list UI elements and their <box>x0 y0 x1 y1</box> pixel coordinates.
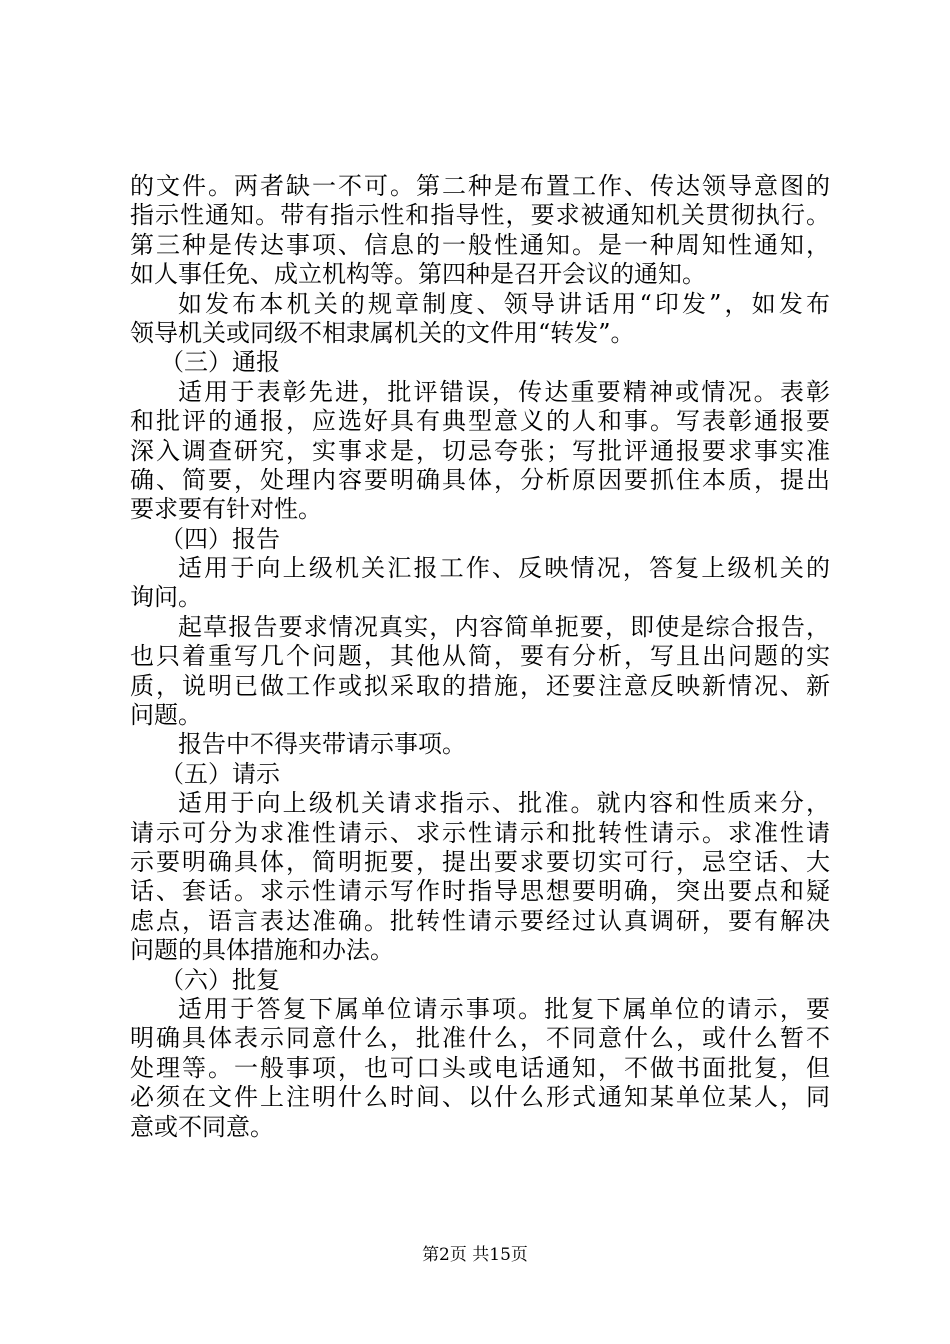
text-line: 问题。 <box>130 701 202 730</box>
document-body <box>130 172 830 1142</box>
text-line: 如发布本机关的规章制度、领导讲话用“印发”，如发布 <box>178 289 830 318</box>
text-line: 指示性通知。带有指示性和指导性，要求被通知机关贯彻执行。 <box>130 201 830 230</box>
text-line: 和批评的通报，应选好具有典型意义的人和事。写表彰通报要 <box>130 407 830 436</box>
text-line: 领导机关或同级不相隶属机关的文件用“转发”。 <box>130 318 635 347</box>
text-line: 适用于表彰先进，批评错误，传达重要精神或情况。表彰 <box>178 377 830 406</box>
text-line: 询问。 <box>130 583 202 612</box>
text-line: 适用于答复下属单位请示事项。批复下属单位的请示，要 <box>178 994 830 1023</box>
text-line: 意或不同意。 <box>130 1112 274 1141</box>
text-line: 报告中不得夹带请示事项。 <box>178 730 466 759</box>
page-number-label: 第2页 共15页 <box>422 1245 528 1265</box>
page-footer <box>0 1244 950 1266</box>
text-line: 质，说明已做工作或拟采取的措施，还要注意反映新情况、新 <box>130 671 830 700</box>
section-heading: （五）请示 <box>160 759 280 788</box>
text-line: 第三种是传达事项、信息的一般性通知。是一种周知性通知， <box>130 230 830 259</box>
text-line: 起草报告要求情况真实，内容简单扼要，即使是综合报告， <box>178 612 830 641</box>
text-line: 如人事任免、成立机构等。第四种是召开会议的通知。 <box>130 260 706 289</box>
text-line: 话、套话。求示性请示写作时指导思想要明确，突出要点和疑 <box>130 877 830 906</box>
text-line: 示要明确具体，简明扼要，提出要求要切实可行，忌空话、大 <box>130 847 830 876</box>
section-heading: （三）通报 <box>160 348 280 377</box>
text-line: 要求要有针对性。 <box>130 495 322 524</box>
section-heading: （四）报告 <box>160 524 280 553</box>
text-line: 明确具体表示同意什么，批准什么，不同意什么，或什么暂不 <box>130 1024 830 1053</box>
text-line: 虑点，语言表达准确。批转性请示要经过认真调研，要有解决 <box>130 906 830 935</box>
text-line: 问题的具体措施和办法。 <box>130 936 394 965</box>
text-line: 确、简要，处理内容要明确具体，分析原因要抓住本质，提出 <box>130 465 830 494</box>
text-line: 必须在文件上注明什么时间、以什么形式通知某单位某人，同 <box>130 1083 830 1112</box>
text-line: 也只着重写几个问题，其他从简，要有分析，写且出问题的实 <box>130 642 830 671</box>
text-line: 处理等。一般事项，也可口头或电话通知，不做书面批复，但 <box>130 1053 830 1082</box>
text-line: 适用于向上级机关汇报工作、反映情况，答复上级机关的 <box>178 554 830 583</box>
section-heading: （六）批复 <box>160 965 280 994</box>
text-line: 的文件。两者缺一不可。第二种是布置工作、传达领导意图的 <box>130 172 830 200</box>
text-line: 请示可分为求准性请示、求示性请示和批转性请示。求准性请 <box>130 818 830 847</box>
text-line: 适用于向上级机关请求指示、批准。就内容和性质来分， <box>178 789 830 818</box>
text-line: 深入调查研究，实事求是，切忌夸张；写批评通报要求事实准 <box>130 436 830 465</box>
